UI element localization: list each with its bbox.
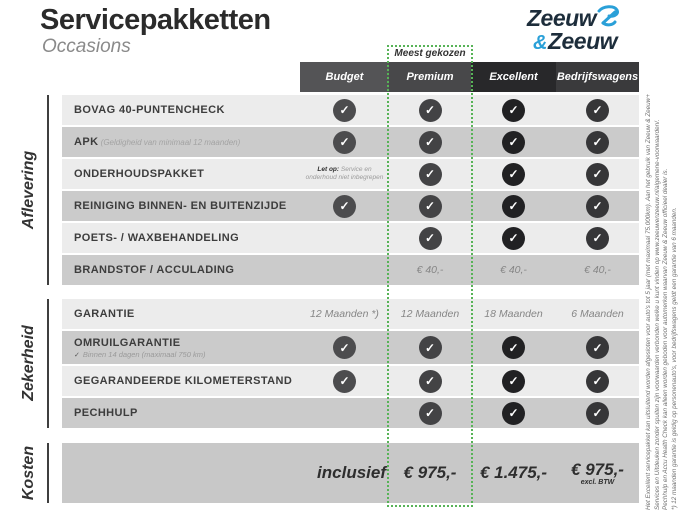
check-icon: ✓ (333, 195, 356, 218)
table-cell-excellent (471, 299, 556, 329)
table-cell-premium (389, 95, 471, 125)
table-cell-excellent (471, 366, 556, 396)
row-label-cell (62, 191, 300, 221)
table-cell-excellent (471, 255, 556, 285)
section-label-zekerheid: Zekerheid (20, 325, 37, 401)
logo-word-2: Zeeuw (547, 28, 618, 54)
table-row (62, 159, 639, 189)
check-icon: ✓ (502, 131, 525, 154)
kosten-premium: € 975,- (403, 463, 457, 482)
kosten-spacer (62, 443, 300, 503)
section-rule-kosten (47, 443, 49, 503)
row-sublabel: ✓ Binnen 14 dagen (maximaal 750 km) (74, 349, 206, 359)
kosten-band (62, 443, 639, 503)
check-icon: ✓ (586, 227, 609, 250)
table-cell-budget (300, 255, 389, 285)
row-label-cell (62, 223, 300, 253)
table-cell-excellent (471, 95, 556, 125)
table-cell-excellent (471, 127, 556, 157)
check-icon: ✓ (586, 336, 609, 359)
table-row (62, 366, 639, 396)
table-cell-budget (300, 398, 389, 428)
table-cell-excellent (471, 223, 556, 253)
table-cell-bedrijfswagens (556, 255, 639, 285)
row-label-cell (62, 159, 300, 189)
row-label-cell (62, 366, 300, 396)
table-cell-premium (389, 299, 471, 329)
table-cell-bedrijfswagens (556, 299, 639, 329)
row-label: BOVAG 40-PUNTENCHECK (74, 104, 225, 116)
table-cell-budget (300, 95, 389, 125)
check-icon: ✓ (586, 195, 609, 218)
column-header-bedrijfswagens: Bedrijfswagens (556, 62, 639, 92)
table-row (62, 191, 639, 221)
check-icon: ✓ (586, 370, 609, 393)
table-cell-excellent (471, 398, 556, 428)
cell-value: 18 Maanden (484, 308, 543, 320)
table-cell-bedrijfswagens (556, 127, 639, 157)
cell-value: 6 Maanden (571, 308, 624, 320)
check-icon: ✓ (419, 336, 442, 359)
table-cell-budget (300, 223, 389, 253)
footnote-line: Het Excellent servicepakket kan uitsluitend worden afgesloten voor auto's tot 5 jaar (met maximaal 75.000km). Aan het gebruik van Zeeuw & Zeeuw+ (645, 94, 652, 510)
table-row (62, 299, 639, 329)
row-label: OMRUILGARANTIE (74, 336, 181, 349)
table-cell-budget (300, 331, 389, 364)
table-cell-excellent (471, 331, 556, 364)
row-label: GARANTIE (74, 308, 135, 320)
table-cell-budget (300, 366, 389, 396)
table-cell-premium (389, 255, 471, 285)
check-icon: ✓ (586, 402, 609, 425)
check-icon: ✓ (333, 131, 356, 154)
table-cell-premium (389, 398, 471, 428)
table-cell-bedrijfswagens (556, 398, 639, 428)
zeeuw-zeeuw-logo (527, 4, 620, 53)
check-icon: ✓ (502, 370, 525, 393)
row-label-cell (62, 127, 300, 157)
small-check-icon: ✓ (74, 351, 80, 359)
check-icon: ✓ (419, 163, 442, 186)
row-label: POETS- / WAXBEHANDELING (74, 232, 240, 244)
check-icon: ✓ (586, 163, 609, 186)
section-label-aflevering: Aflevering (20, 150, 37, 230)
row-label-cell (62, 398, 300, 428)
table-cell-premium (389, 127, 471, 157)
cell-value: € 40,- (500, 264, 527, 276)
check-icon: ✓ (419, 370, 442, 393)
column-header-excellent: Excellent (471, 62, 556, 92)
table-cell-bedrijfswagens (556, 331, 639, 364)
column-headers (300, 62, 639, 92)
table-row (62, 331, 639, 364)
table-cell-budget (300, 191, 389, 221)
check-icon: ✓ (502, 99, 525, 122)
row-label: REINIGING BINNEN- EN BUITENZIJDE (74, 200, 287, 212)
table-cell-budget (300, 127, 389, 157)
cell-value: € 40,- (416, 264, 444, 276)
row-label: BRANDSTOF / ACCULADING (74, 264, 235, 276)
table-cell-premium (389, 331, 471, 364)
page-title: Servicepakketten (40, 4, 271, 36)
most-chosen-badge: Meest gekozen (389, 45, 471, 62)
check-icon: ✓ (502, 336, 525, 359)
table-row (62, 223, 639, 253)
check-icon: ✓ (333, 99, 356, 122)
row-label: GEGARANDEERDE KILOMETERSTAND (74, 375, 293, 387)
row-label-cell (62, 331, 300, 364)
check-icon: ✓ (333, 336, 356, 359)
column-header-budget: Budget (300, 62, 389, 92)
row-label: APK (Geldigheid van minimaal 12 maanden) (74, 136, 241, 148)
section-aflevering (62, 95, 639, 285)
row-label-cell (62, 95, 300, 125)
kosten-excellent: € 1.475,- (479, 463, 548, 482)
table-row (62, 398, 639, 428)
table-row (62, 255, 639, 285)
cell-value: 12 Maanden (400, 308, 460, 320)
check-icon: ✓ (419, 402, 442, 425)
column-header-premium: Premium (389, 62, 471, 92)
table-cell-budget (300, 159, 389, 189)
table-cell-bedrijfswagens (556, 366, 639, 396)
footnote-line: *) 12 maanden garantie is geldig op personenauto's, voor bedrijfswagens geldt een garantie van 6 maanden. (670, 207, 678, 510)
section-rule-aflevering (47, 95, 49, 285)
check-icon: ✓ (502, 163, 525, 186)
table-row (62, 127, 639, 157)
footnote-line: Services en Uitdeuken zonder spuiten zijn voorwaarden verbonden welke u kunt vinden op www.zeeuwenzeeuw.nl/algemene-voorwaarden/. (653, 119, 661, 510)
table-cell-bedrijfswagens (556, 191, 639, 221)
kosten-btw-note: excl. BTW (580, 478, 615, 486)
row-label: ONDERHOUDSPAKKET (74, 168, 205, 180)
check-icon: ✓ (333, 370, 356, 393)
table-cell-budget (300, 299, 389, 329)
kosten-budget: inclusief (317, 463, 386, 482)
check-icon: ✓ (419, 131, 442, 154)
table-cell-bedrijfswagens (556, 223, 639, 253)
check-icon: ✓ (502, 402, 525, 425)
cell-value: 12 Maanden *) (310, 308, 379, 320)
table-cell-premium (389, 191, 471, 221)
check-icon: ✓ (586, 131, 609, 154)
kosten-bedrijfswagens-price: € 975,- (571, 459, 624, 479)
row-label-cell (62, 255, 300, 285)
table-cell-premium (389, 159, 471, 189)
cell-note: Let op: Service en onderhoud niet inbegrepen (305, 165, 384, 181)
footnote (645, 5, 679, 510)
table-cell-premium (389, 223, 471, 253)
footnote-line: Pechhulp en Accu Health Check kan alleen worden geboden voor automerken waarvan Zeeuw & Zeeuw officieel dealer is. (662, 168, 669, 510)
page-subtitle: Occasions (42, 36, 131, 57)
table-cell-excellent (471, 159, 556, 189)
comparison-table (62, 62, 639, 428)
table-cell-premium (389, 366, 471, 396)
section-label-kosten: Kosten (20, 445, 37, 501)
check-icon: ✓ (419, 227, 442, 250)
logo-word-1: Zeeuw (527, 4, 597, 31)
table-body (62, 95, 639, 428)
row-label: PECHHULP (74, 407, 138, 419)
cell-value: € 40,- (584, 264, 611, 276)
table-cell-excellent (471, 191, 556, 221)
check-icon: ✓ (419, 99, 442, 122)
kosten-bedrijfswagens (556, 443, 639, 503)
logo-ampersand: & (533, 32, 547, 54)
row-label-cell (62, 299, 300, 329)
table-cell-bedrijfswagens (556, 159, 639, 189)
table-row (62, 95, 639, 125)
check-icon: ✓ (502, 195, 525, 218)
table-cell-bedrijfswagens (556, 95, 639, 125)
check-icon: ✓ (419, 195, 442, 218)
check-icon: ✓ (586, 99, 609, 122)
section-zekerheid (62, 299, 639, 428)
row-label-detail: (Geldigheid van minimaal 12 maanden) (98, 138, 241, 147)
check-icon: ✓ (502, 227, 525, 250)
section-rule-zekerheid (47, 299, 49, 428)
